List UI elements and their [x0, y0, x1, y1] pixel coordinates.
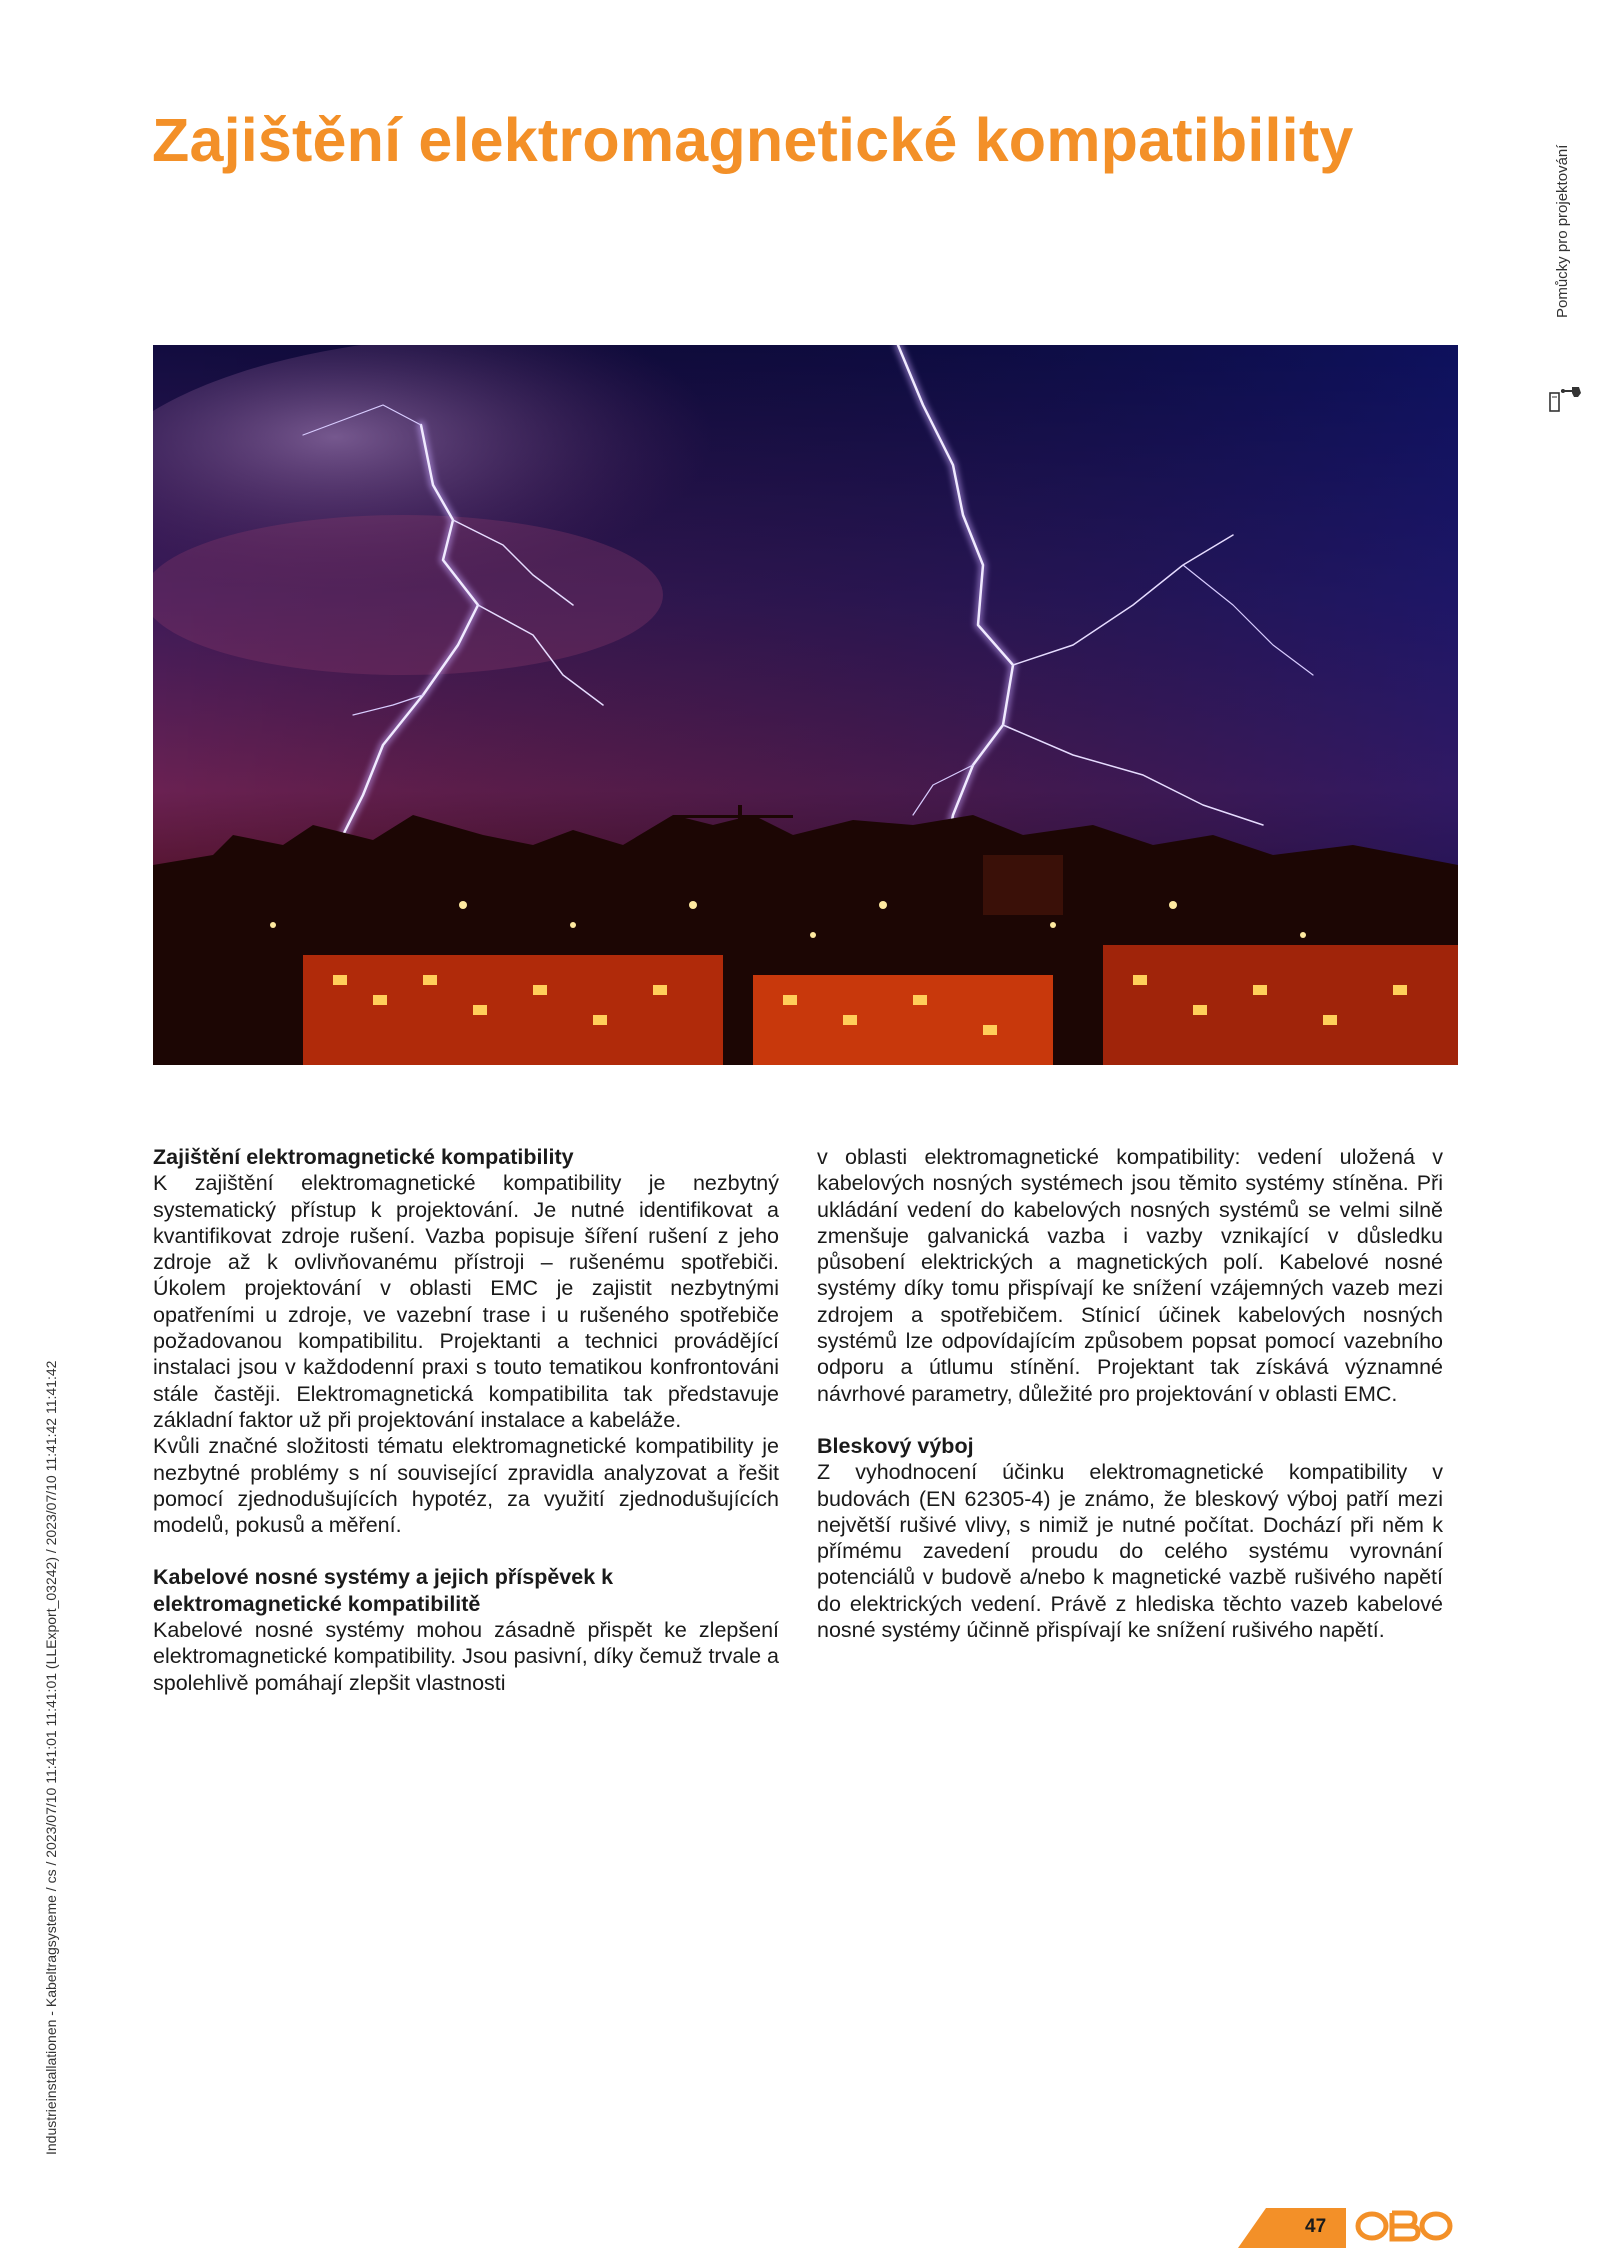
- section-heading: Bleskový výboj: [817, 1433, 974, 1458]
- page-number: 47: [1305, 2216, 1327, 2237]
- paragraph: v oblasti elektromagnetické kompatibility: vedení uložená v kabelových nosných systémech jsou těmito systémy stíněna. Při ukládání vedení do kabelových nosných systémů se velmi silně zmenšuje galvanická vazba i vazby vznikající v důsledku působení elektrických a magnetických polí. Kabelové nosné systémy díky tomu přispívají ke snížení vzájemných vazeb mezi zdrojem a spotřebičem. Stínicí účinek kabelových nosných systémů lze odpovídajícím způsobem popsat pomocí vazebního odporu a útlumu stínění. Projektant tak získává významné návrhové parametry, důležité pro projektování v oblasti EMC.: [817, 1145, 1443, 1406]
- page-title: Zajištění elektromagnetické kompatibility: [152, 106, 1354, 174]
- obo-logo: [1355, 2208, 1453, 2244]
- export-metadata: Industrieinstallationen - Kabeltragsysteme / cs / 2023/07/10 11:41:01 11:41:01 (LLExport_03242) / 2023/07/10 11:41:42 11:41:42: [43, 1360, 59, 2155]
- paragraph: K zajištění elektromagnetické kompatibility je nezbytný systematický přístup k projektování. Je nutné identifikovat a kvantifikovat zdroje rušení. Vazba popisuje šíření rušení z jeho zdroje až k ovlivňovanému přístroji – rušenému spotřebiči. Úkolem projektování v oblasti EMC je zajistit nezbytnými opatřeními u zdroje, ve vazební trase i u rušeného spotřebiče požadovanou kompatibilitu. Projektanti a technici provádějící instalaci jsou v každodenní praxi s touto tematikou konfrontováni stále častěji. Elektromagnetická kompatibilita tak představuje základní faktor už při projektování instalace a kabeláže.: [153, 1171, 779, 1432]
- paragraph: Z vyhodnocení účinku elektromagnetické kompatibility v budovách (EN 62305-4) je známo, že bleskový výboj patří mezi největší rušivé vlivy, s nimiž je nutné počítat. Dochází při něm k přímému zavedení proudu do celého systému vyrovnání potenciálů v budově a/nebo k magnetické vazbě rušivého napětí do elektrických vedení. Právě z hlediska těchto vazeb kabelové nosné systémy účinně přispívají ke snížení rušivého napětí.: [817, 1460, 1443, 1643]
- left-text-column: [153, 1144, 779, 1696]
- right-text-column: [817, 1144, 1443, 1643]
- tools-book-icon: [1548, 385, 1582, 415]
- section-heading: Zajištění elektromagnetické kompatibility: [153, 1145, 574, 1169]
- paragraph: Kvůli značné složitosti tématu elektromagnetické kompatibility je nezbytné problémy s ní související zpravidla analyzovat a řešit pomocí zjednodušujících hypotéz, za využití zjednodušujících modelů, pokusů a měření.: [153, 1434, 779, 1538]
- paragraph: Kabelové nosné systémy mohou zásadně přispět ke zlepšení elektromagnetické kompatibility. Jsou pasivní, díky čemuž trvale a spolehlivě pomáhají zlepšit vlastnosti: [153, 1618, 779, 1695]
- section-side-label: Pomůcky pro projektování: [1554, 144, 1571, 318]
- page-number-tab: [1238, 2208, 1346, 2248]
- lightning-city-photo: [153, 345, 1458, 1065]
- section-heading: Kabelové nosné systémy a jejich příspěvek k elektromagnetické kompatibilitě: [153, 1565, 614, 1616]
